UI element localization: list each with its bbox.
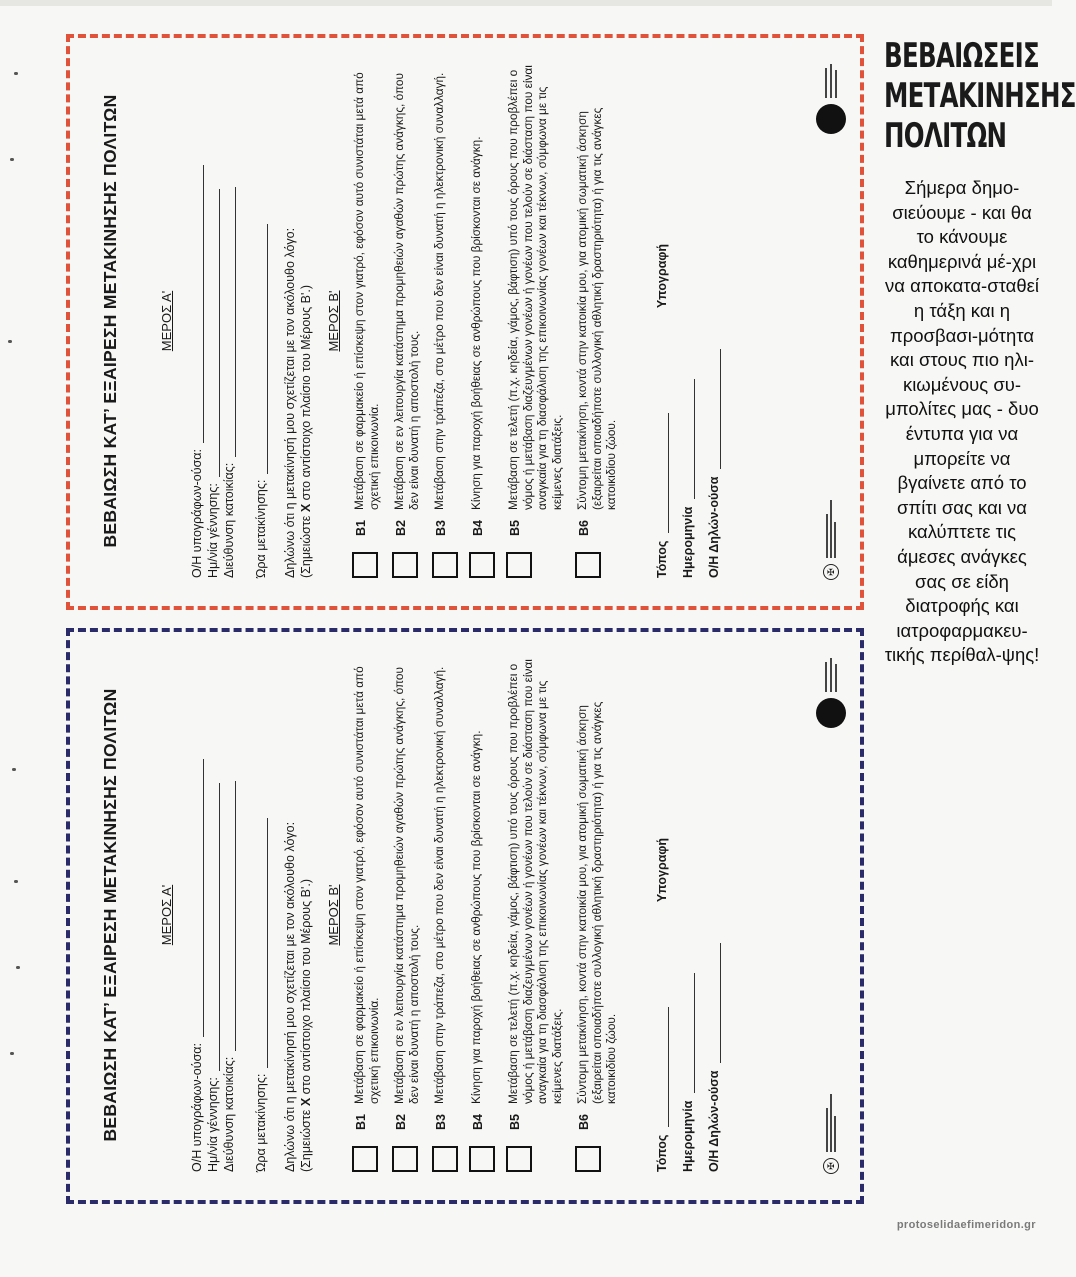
reason-code: Β6 — [577, 1114, 591, 1130]
reason-text: Μετάβαση στην τράπεζα, στο μέτρο που δεν είναι δυνατή η ηλεκτρονική συναλλαγή. — [432, 72, 446, 510]
reason-text: Μετάβαση σε εν λειτουργία κατάστημα προμηθειών αγαθών πρώτης ανάγκης, όπου δεν είναι δυνατή η αποστολή τους. — [392, 667, 421, 1104]
reason-code: Β4 — [471, 1114, 485, 1130]
declarant-field[interactable]: Ο/Η Δηλών-ούσα — [707, 943, 721, 1172]
address-label: Διεύθυνση κατοικίας: — [222, 462, 236, 578]
birth-label: Ημ/νία γέννησης: — [206, 483, 220, 578]
scan-speck — [14, 880, 18, 883]
reason-code: Β1 — [354, 1114, 368, 1130]
side-title-line: ΜΕΤΑΚΙΝΗΣΗΣ — [884, 76, 1076, 116]
place-line[interactable] — [656, 1007, 669, 1127]
reason-item — [352, 64, 381, 578]
reason-text: Κίνηση για παροχή βοήθειας σε ανθρώπους που βρίσκονται σε ανάγκη. — [469, 730, 483, 1104]
reason-item — [575, 658, 619, 1172]
reason-checkbox[interactable] — [575, 552, 601, 578]
reason-item — [352, 658, 381, 1172]
reason-checkbox[interactable] — [392, 552, 418, 578]
form-content — [74, 636, 856, 1196]
source-credit: protoselidaefimeridon.gr — [896, 1219, 1036, 1231]
reason-text: Μετάβαση στην τράπεζα, στο μέτρο που δεν είναι δυνατή η ηλεκτρονική συναλλαγή. — [432, 666, 446, 1104]
signature-block — [655, 64, 733, 578]
time-field[interactable] — [252, 658, 268, 1172]
reason-item — [392, 64, 421, 578]
signer-label: Ο/Η υπογράφων-ούσα: — [190, 1043, 204, 1172]
scan-speck — [12, 768, 16, 771]
part-a-heading: ΜΕΡΟΣ Α' — [159, 884, 174, 946]
date-field[interactable]: Ημερομηνία — [681, 943, 695, 1172]
government-logo — [823, 1094, 839, 1174]
reason-code: Β5 — [508, 520, 522, 536]
reason-list — [352, 658, 619, 1172]
reason-text: Κίνηση για παροχή βοήθειας σε ανθρώπους που βρίσκονται σε ανάγκη. — [469, 136, 483, 510]
part-b-heading: ΜΕΡΟΣ Β' — [326, 290, 341, 352]
reason-checkbox[interactable] — [392, 1146, 418, 1172]
reason-item — [432, 64, 458, 578]
time-line[interactable] — [255, 224, 268, 474]
reason-text: Μετάβαση σε τελετή (π.χ. κηδεία, γάμος, βάφτιση) υπό τους όρους που προβλέπει ο νόμος ή μετάβαση διαζευγμένων γονέων ή γονέων που τελούν σε διάσταση που είναι αναγκαία για τη διασφάλιση της επικοινωνίας γονέων και τέκνων, σύμφωνα με τις κείμενες διατάξεις. — [506, 65, 564, 510]
side-title-line: ΠΟΛΙΤΩΝ — [884, 116, 1007, 156]
part-b-heading: ΜΕΡΟΣ Β' — [326, 884, 341, 946]
reason-checkbox[interactable] — [506, 552, 532, 578]
reason-checkbox[interactable] — [469, 552, 495, 578]
time-field[interactable] — [252, 64, 268, 578]
reason-code: Β5 — [508, 1114, 522, 1130]
scan-speck — [16, 966, 20, 969]
birth-field[interactable] — [204, 658, 220, 1172]
reason-checkbox[interactable] — [432, 552, 458, 578]
signer-line[interactable] — [191, 759, 204, 1037]
part-a-heading: ΜΕΡΟΣ Α' — [159, 290, 174, 352]
time-label: Ώρα μετακίνησης: — [254, 479, 268, 578]
reason-text: Μετάβαση σε εν λειτουργία κατάστημα προμηθειών αγαθών πρώτης ανάγκης, όπου δεν είναι δυνατή η αποστολή τους. — [392, 73, 421, 510]
greek-emblem-icon: ✠ — [823, 564, 839, 580]
date-line[interactable] — [682, 973, 695, 1093]
signer-field[interactable] — [188, 658, 204, 1172]
reason-list — [352, 64, 619, 578]
reason-item — [506, 658, 564, 1172]
place-line[interactable] — [656, 413, 669, 533]
address-field[interactable] — [220, 658, 236, 1172]
address-field[interactable] — [220, 64, 236, 578]
civil-protection-logo — [816, 658, 846, 728]
time-line[interactable] — [255, 818, 268, 1068]
reason-checkbox[interactable] — [432, 1146, 458, 1172]
declarant-field[interactable]: Ο/Η Δηλών-ούσα — [707, 349, 721, 578]
scan-speck — [10, 1052, 14, 1055]
reason-item — [469, 658, 495, 1172]
declaration — [282, 658, 314, 1172]
reason-item — [469, 64, 495, 578]
declaration — [282, 64, 314, 578]
birth-field[interactable] — [204, 64, 220, 578]
birth-line[interactable] — [207, 189, 220, 477]
signature-label: Υπογραφή — [654, 838, 669, 903]
greek-emblem-icon: ✠ — [823, 1158, 839, 1174]
form-title: ΒΕΒΑΙΩΣΗ ΚΑΤ’ ΕΞΑΙΡΕΣΗ ΜΕΤΑΚΙΝΗΣΗΣ ΠΟΛΙΤΩΝ — [100, 94, 120, 548]
side-title-line: ΒΕΒΑΙΩΣΕΙΣ — [884, 36, 1039, 76]
reason-code: Β2 — [394, 520, 408, 536]
declaration-line-2: (Σημειώστε Χ στο αντίστοιχο πλαίσιο του Μέρους Β'.) — [299, 879, 313, 1172]
civil-protection-logo — [816, 64, 846, 134]
reason-item — [575, 64, 619, 578]
reason-checkbox[interactable] — [352, 1146, 378, 1172]
scan-speck — [8, 340, 12, 343]
signer-label: Ο/Η υπογράφων-ούσα: — [190, 449, 204, 578]
date-line[interactable] — [682, 379, 695, 499]
form-title: ΒΕΒΑΙΩΣΗ ΚΑΤ’ ΕΞΑΙΡΕΣΗ ΜΕΤΑΚΙΝΗΣΗΣ ΠΟΛΙΤΩΝ — [100, 688, 120, 1142]
declaration-line-2: (Σημειώστε Χ στο αντίστοιχο πλαίσιο του Μέρους Β'.) — [299, 285, 313, 578]
address-line[interactable] — [223, 187, 236, 457]
time-label: Ώρα μετακίνησης: — [254, 1073, 268, 1172]
birth-line[interactable] — [207, 783, 220, 1071]
signer-field[interactable] — [188, 64, 204, 578]
declarant-line[interactable] — [708, 943, 721, 1063]
reason-code: Β4 — [471, 520, 485, 536]
date-field[interactable]: Ημερομηνία — [681, 349, 695, 578]
signature-label: Υπογραφή — [654, 244, 669, 309]
reason-item — [432, 658, 458, 1172]
reason-checkbox[interactable] — [575, 1146, 601, 1172]
scan-speck — [10, 158, 14, 161]
scan-edge — [0, 0, 1052, 6]
reason-code: Β2 — [394, 1114, 408, 1130]
birth-label: Ημ/νία γέννησης: — [206, 1077, 220, 1172]
reason-code: Β6 — [577, 520, 591, 536]
reason-text: Μετάβαση σε φαρμακείο ή επίσκεψη στον γιατρό, εφόσον αυτό συνιστάται μετά από σχετική επικοινωνία. — [352, 666, 381, 1104]
black-dot-icon — [816, 698, 846, 728]
black-dot-icon — [816, 104, 846, 134]
reason-code: Β3 — [434, 520, 448, 536]
reason-text: Μετάβαση σε φαρμακείο ή επίσκεψη στον γιατρό, εφόσον αυτό συνιστάται μετά από σχετική επικοινωνία. — [352, 72, 381, 510]
signer-line[interactable] — [191, 165, 204, 443]
side-title — [884, 36, 1076, 156]
declaration-line-1: Δηλώνω ότι η μετακίνησή μου σχετίζεται με τον ακόλουθο λόγο: — [283, 821, 297, 1172]
reason-item — [392, 658, 421, 1172]
reason-item — [506, 64, 564, 578]
scan-speck — [14, 72, 18, 75]
reason-checkbox[interactable] — [469, 1146, 495, 1172]
signature-block — [655, 658, 733, 1172]
reason-code: Β3 — [434, 1114, 448, 1130]
reason-text: Σύντομη μετακίνηση, κοντά στην κατοικία μου, για ατομική σωματική άσκηση (εξαιρείται οποιαδήποτε συλλογική αθλητική δραστηριότητα) ή για τις ανάγκες κατοικιδίου ζώου. — [575, 107, 618, 510]
reason-text: Μετάβαση σε τελετή (π.χ. κηδεία, γάμος, βάφτιση) υπό τους όρους που προβλέπει ο νόμος ή μετάβαση διαζευγμένων γονέων ή γονέων που τελούν σε διάσταση που είναι αναγκαία για τη διασφάλιση της επικοινωνίας γονέων και τέκνων, σύμφωνα με τις κείμενες διατάξεις. — [506, 659, 564, 1104]
declaration-line-1: Δηλώνω ότι η μετακίνησή μου σχετίζεται με τον ακόλουθο λόγο: — [283, 227, 297, 578]
address-line[interactable] — [223, 781, 236, 1051]
place-field[interactable]: Τόπος — [655, 349, 669, 578]
side-article-text: Σήμερα δημο-σιεύουμε - και θα το κάνουμε καθημερινά μέ-χρι να αποκατα-σταθεί η τάξη και η προσβασι-μότητα και στους πιο ηλι-κιωμένους συ-μπολίτες μας - δυο έντυπα για να μπορείτε να βγαίνετε από το σπίτι σας και να καλύπτετε τις άμεσες ανάγκες σας σε είδη διατροφής και ιατροφαρμακευ-τικής περίθαλ-ψης! — [884, 177, 1040, 666]
reason-checkbox[interactable] — [352, 552, 378, 578]
movement-form-red — [66, 34, 864, 610]
government-logo — [823, 500, 839, 580]
address-label: Διεύθυνση κατοικίας: — [222, 1056, 236, 1172]
movement-form-blue — [66, 628, 864, 1204]
declarant-line[interactable] — [708, 349, 721, 469]
reason-text: Σύντομη μετακίνηση, κοντά στην κατοικία μου, για ατομική σωματική άσκηση (εξαιρείται οποιαδήποτε συλλογική αθλητική δραστηριότητα) ή για τις ανάγκες κατοικιδίου ζώου. — [575, 701, 618, 1104]
reason-checkbox[interactable] — [506, 1146, 532, 1172]
reason-code: Β1 — [354, 520, 368, 536]
place-field[interactable]: Τόπος — [655, 943, 669, 1172]
form-content — [74, 42, 856, 602]
